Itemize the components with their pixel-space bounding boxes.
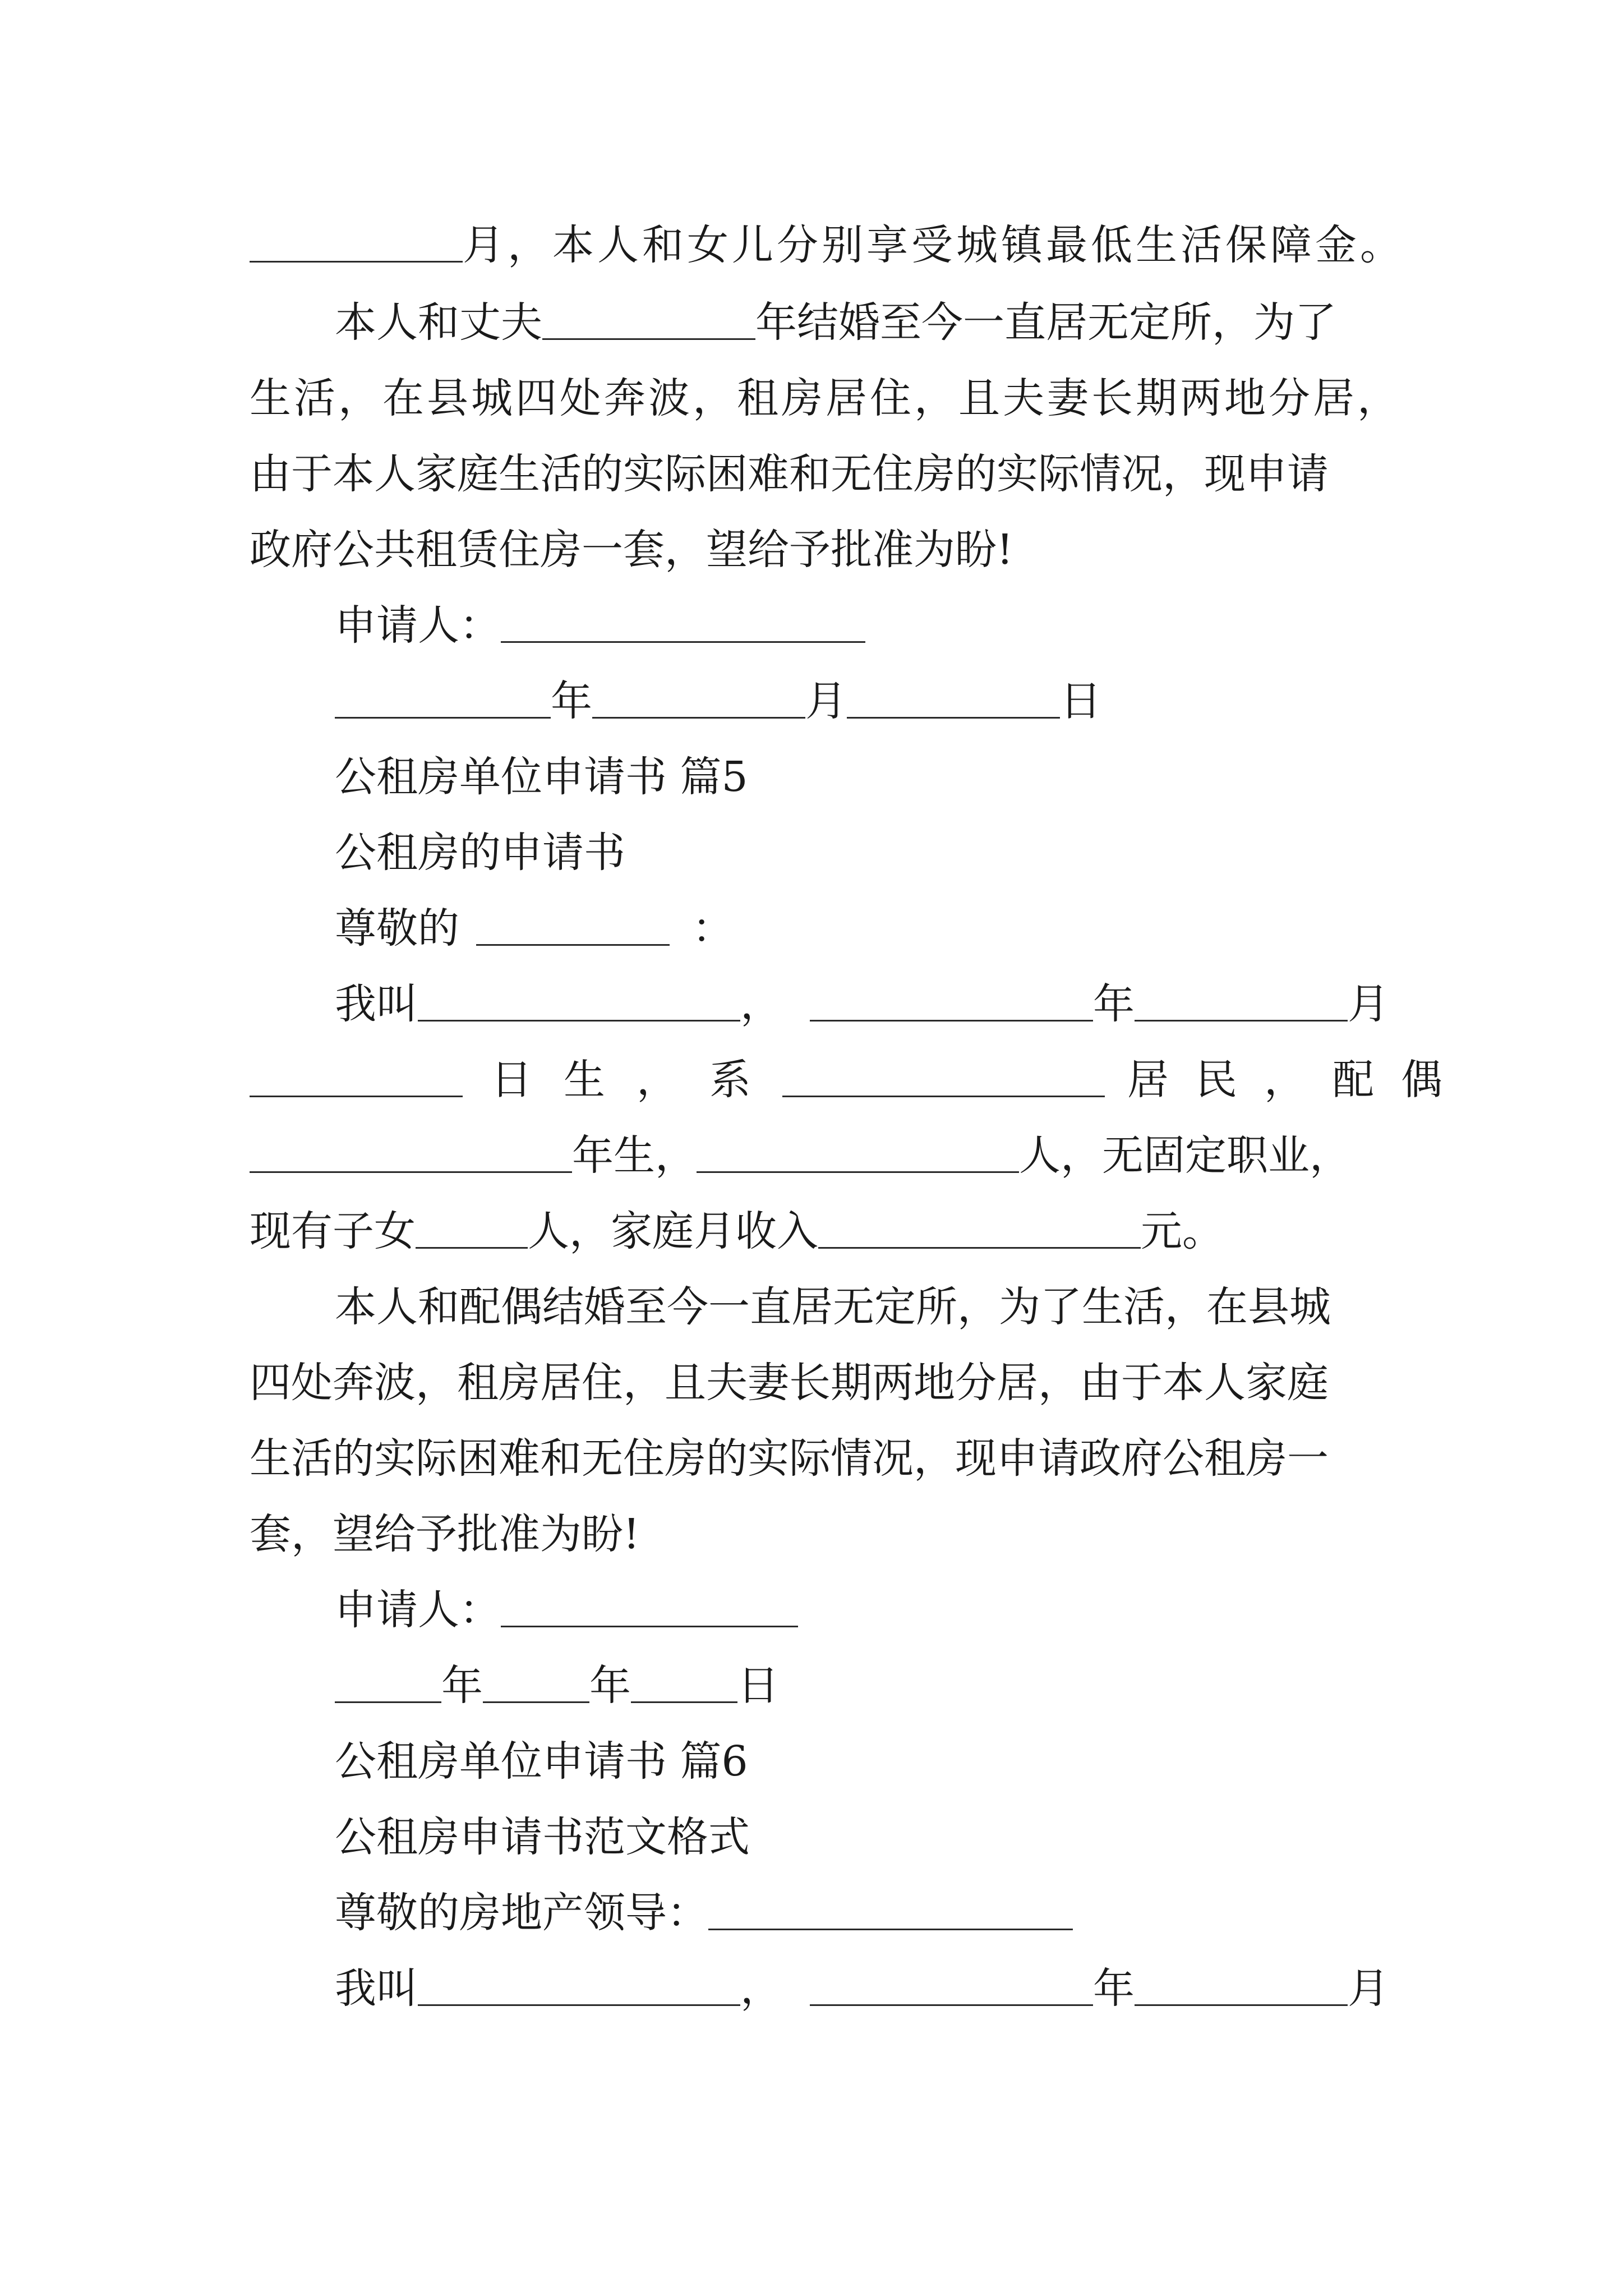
info-text: 月 xyxy=(1348,980,1389,1028)
signature-line xyxy=(0,1585,1623,1635)
info-text: 人，无固定职业， xyxy=(1019,1131,1351,1180)
paragraph-line xyxy=(0,1433,1623,1484)
year-blank xyxy=(335,715,551,719)
month-blank xyxy=(483,1699,589,1703)
info-text: 元。 xyxy=(1141,1207,1224,1255)
signature-blank xyxy=(501,639,865,643)
info-text: ， xyxy=(740,1964,782,2013)
paragraph-text: 四处奔波，租房居住，且夫妻长期两地分居，由于本人家庭 xyxy=(250,1359,1329,1407)
info-text: 年生， xyxy=(572,1131,697,1180)
paragraph-text: 生活，在县城四处奔波，租房居住，且夫妻长期两地分居， xyxy=(250,374,1401,422)
document-title-text: 公租房的申请书 xyxy=(335,829,625,877)
day-blank xyxy=(847,715,1060,719)
day-blank xyxy=(631,1699,737,1703)
blank-field xyxy=(542,336,755,340)
info-text: 年 xyxy=(1093,1964,1135,2013)
section-heading xyxy=(0,752,1623,802)
document-title xyxy=(0,1812,1623,1862)
day-label: 日 xyxy=(1060,677,1101,725)
income-blank xyxy=(818,1245,1141,1249)
recipient-blank xyxy=(708,1926,1073,1930)
info-line xyxy=(0,1206,1623,1257)
salutation-line xyxy=(0,1888,1623,1938)
blank-field xyxy=(250,259,463,263)
paragraph-text: 政府公共租赁住房一套，望给予批准为盼! xyxy=(250,526,1013,574)
info-text: 我叫 xyxy=(335,1964,418,2013)
year-blank xyxy=(335,1699,441,1703)
paragraph-line xyxy=(0,1358,1623,1408)
paragraph-text: 本人和丈夫 xyxy=(335,298,542,347)
info-text: 月 xyxy=(1348,1964,1389,2013)
residence-blank xyxy=(782,1093,1105,1097)
signature-blank xyxy=(501,1623,798,1627)
day-label: 日 xyxy=(737,1662,779,1710)
salutation-line xyxy=(0,903,1623,954)
info-line xyxy=(0,1055,1623,1105)
paragraph-line xyxy=(0,449,1623,499)
paragraph-text: 生活的实际困难和无住房的实际情况，现申请政府公租房一 xyxy=(250,1434,1329,1483)
year-blank xyxy=(810,1018,1093,1022)
year-label: 年 xyxy=(441,1662,483,1710)
info-line xyxy=(0,979,1623,1029)
date-line xyxy=(0,676,1623,726)
paragraph-text: 本人和配偶结婚至今一直居无定所，为了生活，在县城 xyxy=(335,1283,1331,1331)
paragraph-line xyxy=(0,524,1623,575)
place-blank xyxy=(697,1169,1019,1173)
info-text: 人，家庭月收入 xyxy=(528,1207,818,1255)
paragraph-text: 年结婚至今一直居无定所，为了 xyxy=(755,298,1336,347)
month-blank xyxy=(592,715,805,719)
info-line xyxy=(0,1963,1623,2014)
document-title-text: 公租房申请书范文格式 xyxy=(335,1813,750,1861)
paragraph-line xyxy=(0,373,1623,424)
paragraph-line xyxy=(0,220,1623,270)
date-line xyxy=(0,1660,1623,1711)
paragraph-line xyxy=(0,1509,1623,1559)
paragraph-line xyxy=(0,297,1623,348)
info-text: 居民，配偶 xyxy=(1127,1056,1469,1104)
signature-label: 申请人： xyxy=(335,601,501,650)
paragraph-text: 由于本人家庭生活的实际困难和无住房的实际情况，现申请 xyxy=(250,450,1329,498)
info-text: 日生，系 xyxy=(491,1056,782,1104)
info-text: 我叫 xyxy=(335,980,418,1028)
recipient-blank xyxy=(476,942,670,946)
name-blank xyxy=(418,2002,740,2006)
paragraph-line xyxy=(0,1282,1623,1332)
month-label: 月 xyxy=(805,677,847,725)
salutation-text: 尊敬的 xyxy=(335,904,459,953)
name-blank xyxy=(418,1018,740,1022)
paragraph-text: 套，望给予批准为盼! xyxy=(250,1510,640,1558)
year-blank xyxy=(810,2002,1093,2006)
signature-line xyxy=(0,600,1623,651)
spouse-blank xyxy=(250,1169,572,1173)
section-heading xyxy=(0,1736,1623,1787)
info-text: ， xyxy=(740,980,782,1028)
year-label: 年 xyxy=(551,677,592,725)
document-title xyxy=(0,827,1623,878)
month-blank xyxy=(1135,1018,1348,1022)
paragraph-text: 月，本人和女儿分别享受城镇最低生活保障金。 xyxy=(463,221,1405,269)
info-text: 现有子女 xyxy=(250,1207,416,1255)
salutation-text: 尊敬的房地产领导： xyxy=(335,1889,708,1937)
info-line xyxy=(0,1130,1623,1181)
month-blank xyxy=(1135,2002,1348,2006)
month-label: 年 xyxy=(589,1662,631,1710)
section-heading-text: 公租房单位申请书 篇5 xyxy=(335,753,748,801)
children-blank xyxy=(416,1245,528,1249)
info-text: 年 xyxy=(1093,980,1135,1028)
section-heading-text: 公租房单位申请书 篇6 xyxy=(335,1737,748,1786)
salutation-colon: ： xyxy=(692,904,734,953)
day-blank xyxy=(250,1093,463,1097)
signature-label: 申请人： xyxy=(335,1586,501,1634)
